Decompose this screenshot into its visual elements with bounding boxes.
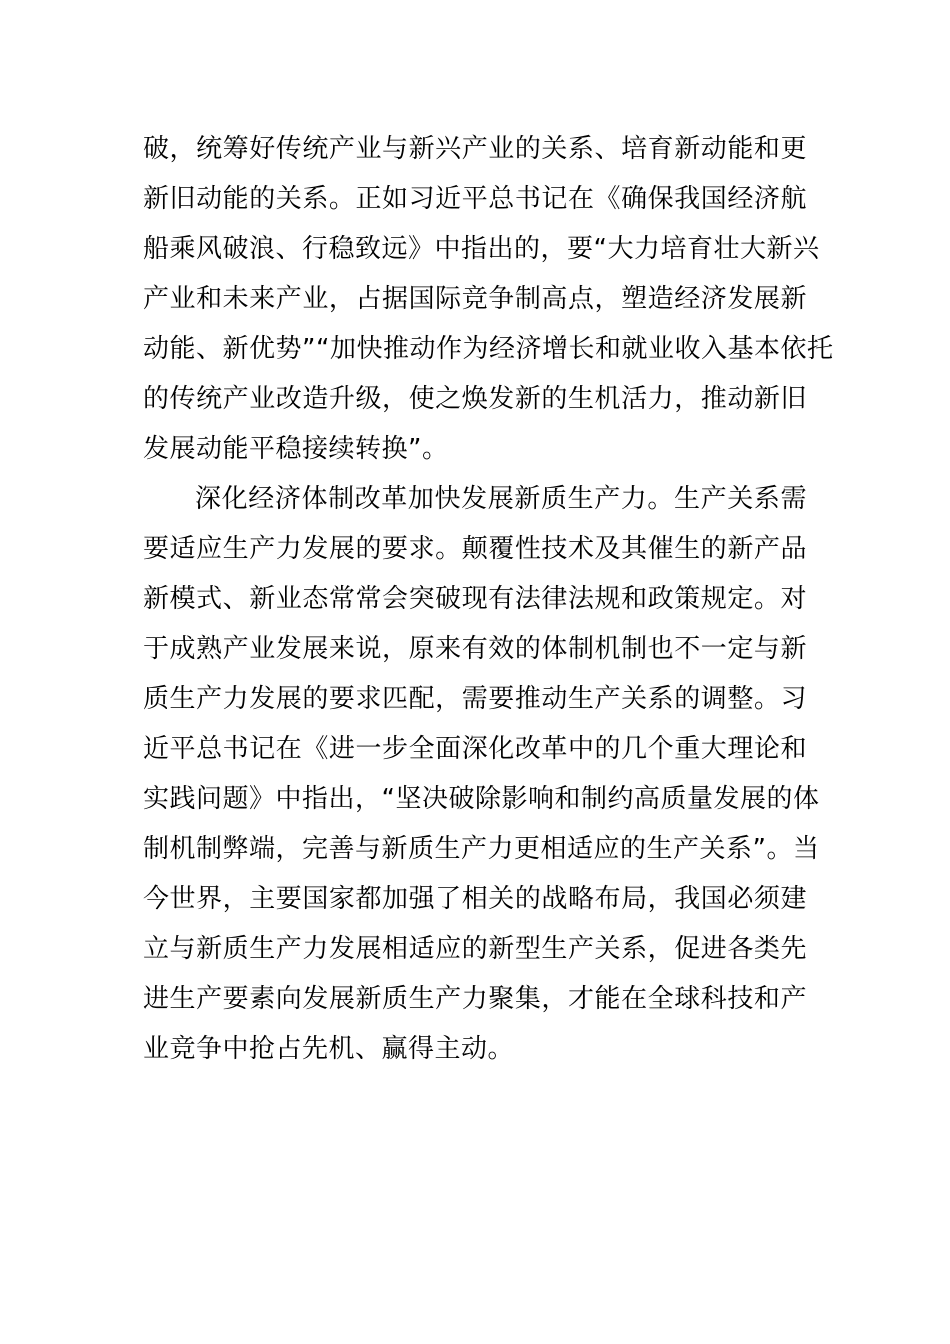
text-line: 产业和未来产业，占据国际竞争制高点，塑造经济发展新 [143, 284, 807, 314]
text-line: 制机制弊端，完善与新质生产力更相适应的生产关系”。当 [143, 834, 820, 864]
text-line: 深化经济体制改革加快发展新质生产力。生产关系需 [195, 484, 807, 514]
text-line: 近平总书记在《进一步全面深化改革中的几个重大理论和 [143, 734, 807, 764]
paragraph-2 [143, 474, 820, 1074]
text-line: 发展动能平稳接续转换”。 [143, 434, 449, 464]
text-line: 质生产力发展的要求匹配，需要推动生产关系的调整。习 [143, 684, 807, 714]
text-line: 进生产要素向发展新质生产力聚集，才能在全球科技和产 [143, 984, 807, 1014]
text-line: 要适应生产力发展的要求。颠覆性技术及其催生的新产品 [143, 534, 807, 564]
document-body [143, 124, 834, 1074]
text-line: 新旧动能的关系。正如习近平总书记在《确保我国经济航 [143, 184, 807, 214]
text-line: 于成熟产业发展来说，原来有效的体制机制也不一定与新 [143, 634, 807, 664]
paragraph-1 [143, 124, 834, 474]
text-line: 立与新质生产力发展相适应的新型生产关系，促进各类先 [143, 934, 807, 964]
text-line: 船乘风破浪、行稳致远》中指出的，要“大力培育壮大新兴 [143, 234, 820, 264]
text-line: 的传统产业改造升级，使之焕发新的生机活力，推动新旧 [143, 384, 807, 414]
text-line: 实践问题》中指出，“坚决破除影响和制约高质量发展的体 [143, 784, 820, 814]
text-line: 新模式、新业态常常会突破现有法律法规和政策规定。对 [143, 584, 807, 614]
text-line: 今世界，主要国家都加强了相关的战略布局，我国必须建 [143, 884, 807, 914]
text-line: 破，统筹好传统产业与新兴产业的关系、培育新动能和更 [143, 134, 807, 164]
text-line: 业竞争中抢占先机、赢得主动。 [143, 1034, 515, 1064]
text-line: 动能、新优势”“加快推动作为经济增长和就业收入基本依托 [143, 334, 834, 364]
